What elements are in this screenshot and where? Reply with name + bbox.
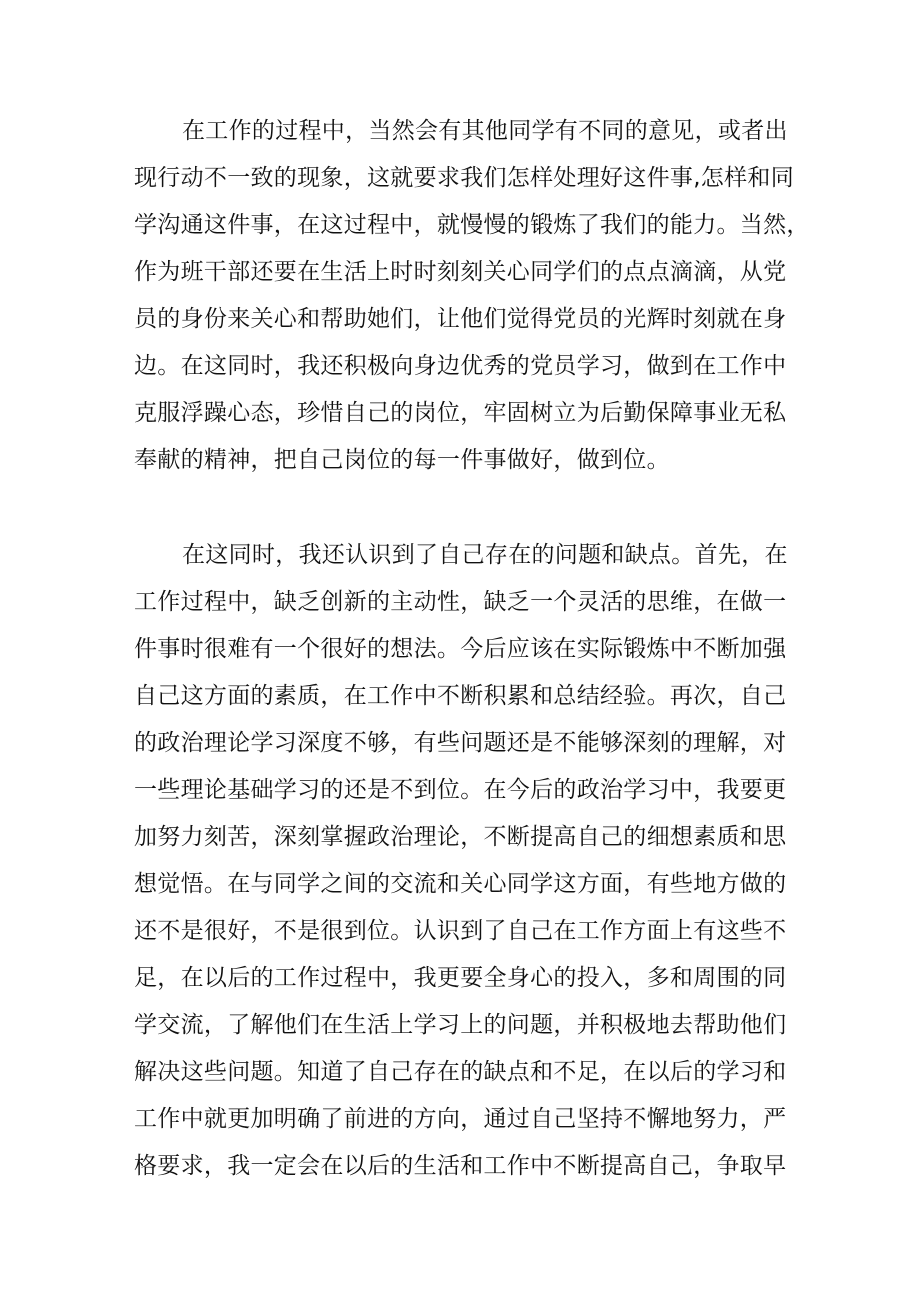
paragraph-line: 格要求，我一定会在以后的生活和工作中不断提高自己，争取早	[134, 1153, 787, 1179]
paragraph-line: 工作过程中，缺乏创新的主动性，缺乏一个灵活的思维，在做一	[134, 589, 787, 615]
paragraph-line: 学沟通这件事，在这过程中，就慢慢的锻炼了我们的能力。当然，	[134, 212, 810, 238]
paragraph-line: 学交流，了解他们在生活上学习上的问题，并积极地去帮助他们	[134, 1012, 787, 1038]
paragraph-line: 作为班干部还要在生活上时时刻刻关心同学们的点点滴滴，从党	[134, 259, 787, 285]
paragraph-line: 自己这方面的素质，在工作中不断积累和总结经验。再次，自己	[134, 683, 787, 709]
paragraph-line: 解决这些问题。知道了自己存在的缺点和不足，在以后的学习和	[134, 1059, 787, 1085]
paragraph-line: 员的身份来关心和帮助她们，让他们觉得党员的光辉时刻就在身	[134, 306, 787, 332]
paragraph-line: 克服浮躁心态，珍惜自己的岗位，牢固树立为后勤保障事业无私	[134, 400, 787, 426]
paragraph-line: 一些理论基础学习的还是不到位。在今后的政治学习中，我要更	[134, 777, 787, 803]
paragraph-line: 在这同时，我还认识到了自己存在的问题和缺点。首先，在	[182, 542, 788, 568]
paragraph-line: 件事时很难有一个很好的想法。今后应该在实际锻炼中不断加强	[134, 636, 787, 662]
paragraph-2	[134, 532, 794, 1190]
paragraph-line: 想觉悟。在与同学之间的交流和关心同学这方面，有些地方做的	[134, 871, 787, 897]
paragraph-1	[134, 108, 810, 484]
paragraph-line: 的政治理论学习深度不够，有些问题还是不能够深刻的理解，对	[134, 730, 787, 756]
paragraph-line: 奉献的精神，把自己岗位的每一件事做好，做到位。	[134, 447, 670, 473]
paragraph-line: 边。在这同时，我还积极向身边优秀的党员学习，做到在工作中	[134, 353, 787, 379]
paragraph-line: 还不是很好，不是很到位。认识到了自己在工作方面上有这些不	[134, 918, 787, 944]
paragraph-line: 工作中就更加明确了前进的方向，通过自己坚持不懈地努力，严	[134, 1106, 787, 1132]
paragraph-line: 在工作的过程中，当然会有其他同学有不同的意见，或者出	[182, 118, 788, 144]
paragraph-line: 加努力刻苦，深刻掌握政治理论，不断提高自己的细想素质和思	[134, 824, 787, 850]
paragraph-line: 现行动不一致的现象，这就要求我们怎样处理好这件事,怎样和同	[134, 165, 795, 191]
paragraph-line: 足，在以后的工作过程中，我更要全身心的投入，多和周围的同	[134, 965, 787, 991]
